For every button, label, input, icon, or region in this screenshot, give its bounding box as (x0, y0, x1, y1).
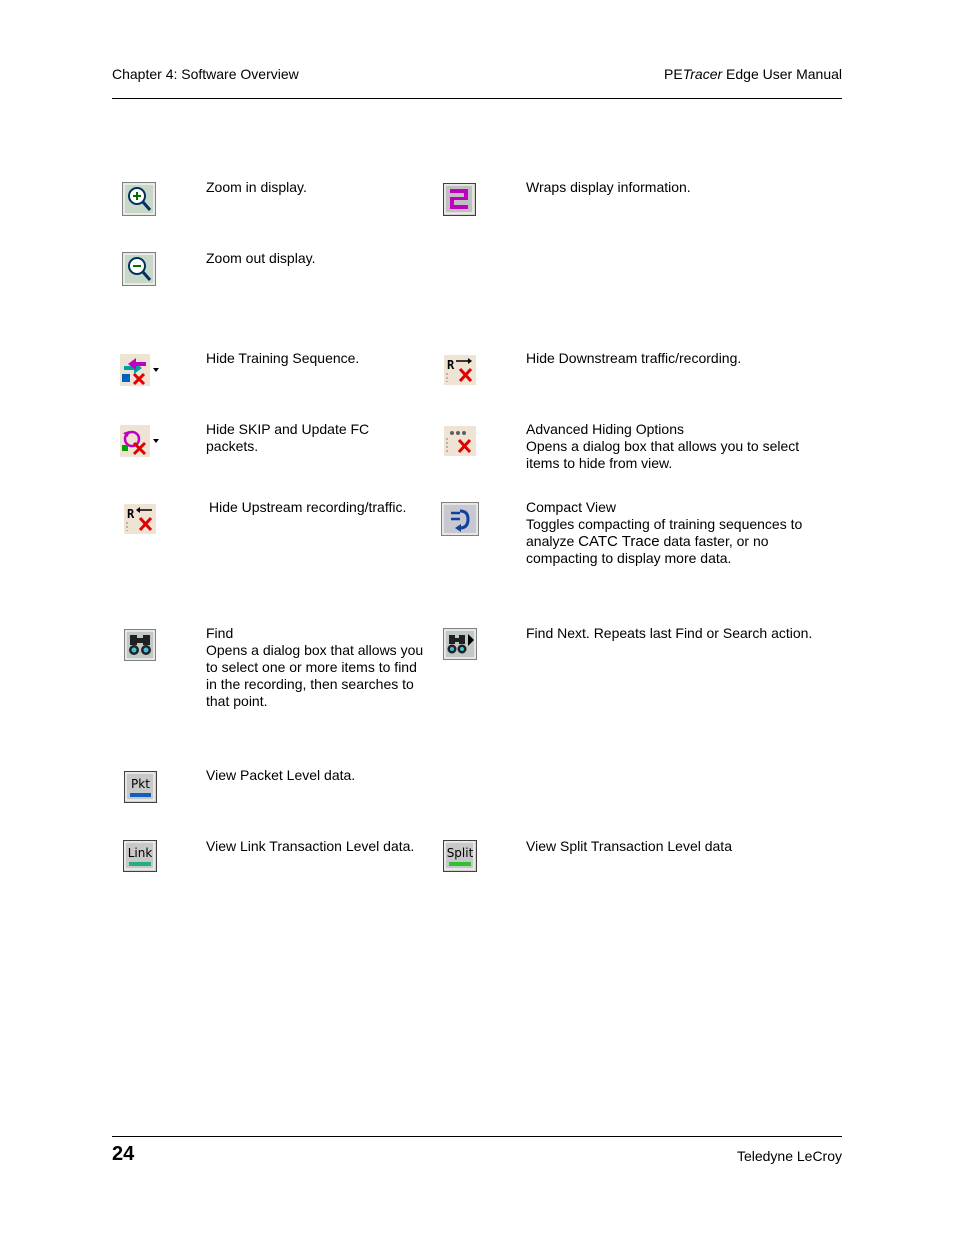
zoom-in-description: Zoom in display. (206, 179, 307, 195)
link-icon-label: Link (127, 846, 153, 860)
advanced-hiding-body: Opens a dialog box that allows you to select items to hide from view. (526, 438, 800, 471)
header-rule (112, 98, 842, 99)
split-icon-label: Split (446, 846, 474, 860)
hide-training-description: Hide Training Sequence. (206, 350, 360, 366)
hide-upstream-description: Hide Upstream recording/traffic. (209, 499, 407, 515)
svg-text:R: R (447, 358, 455, 372)
manual-title: PETracer Edge User Manual (664, 66, 842, 82)
link-level-description: View Link Transaction Level data. (206, 838, 415, 854)
page-number: 24 (112, 1143, 135, 1165)
compact-view-title: Compact View (526, 499, 617, 515)
split-level-description: View Split Transaction Level data (526, 838, 732, 854)
zoom-out-icon (122, 252, 156, 286)
find-next-description: Find Next. Repeats last Find or Search action. (526, 625, 813, 641)
wrap-icon (443, 183, 476, 216)
packet-level-description: View Packet Level data. (206, 767, 356, 783)
find-next-icon (443, 628, 477, 660)
packet-level-icon (124, 771, 157, 803)
advanced-hiding-icon (444, 426, 476, 456)
pkt-icon-label: Pkt (131, 777, 150, 791)
hide-skip-description: Hide SKIP and Update FC packets. (206, 421, 370, 454)
find-title: Find (206, 625, 234, 641)
zoom-in-icon (122, 182, 156, 216)
compact-view-icon (441, 502, 479, 536)
compact-view-body: Toggles compacting of training sequences to analyze CATC Trace data faster, or no compacting to display more data. (526, 516, 803, 566)
find-description (206, 625, 424, 710)
find-binoculars-icon (124, 629, 156, 661)
footer-rule (112, 1136, 842, 1137)
zoom-out-description: Zoom out display. (206, 250, 316, 266)
svg-text:R: R (127, 507, 135, 521)
link-level-icon (123, 840, 157, 872)
hide-downstream-icon (444, 355, 476, 385)
compact-view-description (526, 499, 826, 567)
advanced-hiding-description (526, 421, 826, 472)
hide-upstream-icon (124, 504, 156, 534)
advanced-hiding-title: Advanced Hiding Options (526, 421, 684, 437)
hide-skip-icon (120, 425, 160, 457)
split-level-icon (443, 840, 477, 872)
chapter-title: Chapter 4: Software Overview (112, 66, 299, 82)
catc-trace-name: CATC Trace (578, 533, 660, 550)
hide-downstream-description: Hide Downstream traffic/recording. (526, 350, 742, 366)
hide-training-icon (120, 354, 160, 386)
find-body: Opens a dialog box that allows you to select one or more items to find in the recording, then searches to that point. (206, 642, 424, 709)
wrap-description: Wraps display information. (526, 179, 691, 195)
company-name: Teledyne LeCroy (736, 1148, 842, 1164)
